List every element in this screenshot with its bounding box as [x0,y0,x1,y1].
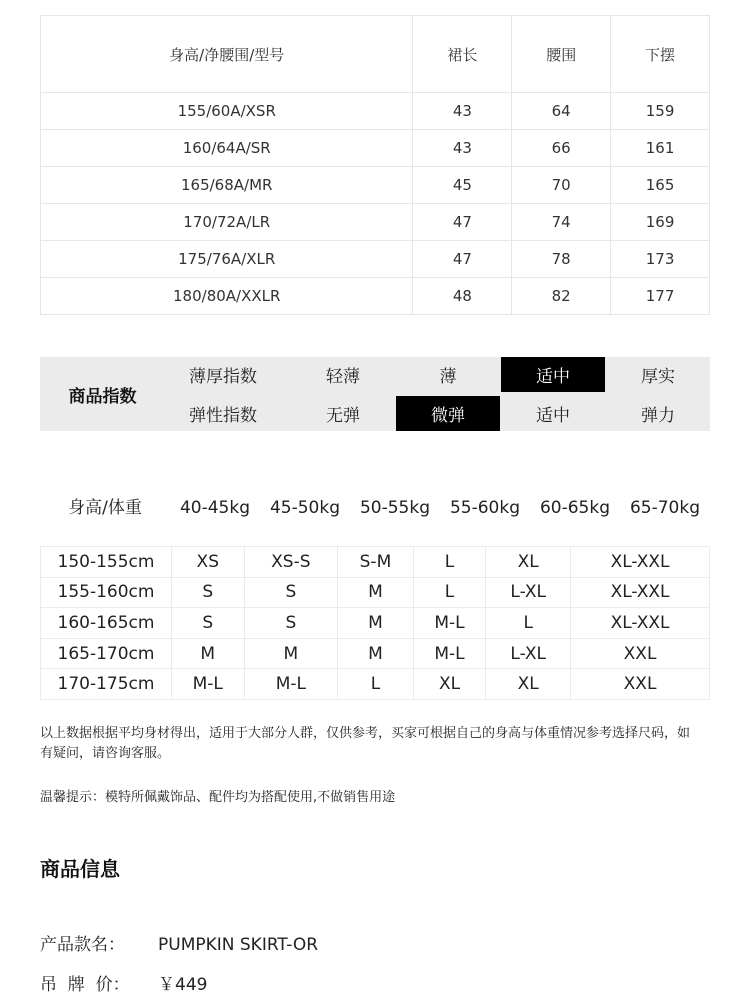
size-cell-spec: 180/80A/XXLR [41,278,413,315]
rec-cell: XL-XXL [571,577,710,608]
rec-cell: M [172,638,245,669]
table-row [41,93,710,130]
accessory-tip: 温馨提示：模特所佩戴饰品、配件均为搭配使用,不做销售用途 [40,790,396,805]
table-row [41,278,710,315]
rec-cell: S-M [338,547,414,578]
size-cell-waist: 70 [512,167,611,204]
size-cell-hem: 161 [611,130,710,167]
rec-header-cell: 65-70kg [629,498,701,518]
product-index-title: 商品指数 [68,386,137,407]
table-row [41,638,710,669]
size-cell-length: 43 [413,130,512,167]
size-cell-length: 48 [413,278,512,315]
recommendation-header [40,490,710,526]
rec-cell: 155-160cm [41,577,172,608]
rec-header-cell: 身高/体重 [68,498,142,518]
elasticity-option: 弹力 [641,406,675,426]
size-cell-hem: 165 [611,167,710,204]
table-row [41,608,710,639]
table-row [41,577,710,608]
size-table-header [41,16,710,93]
size-cell-waist: 74 [512,204,611,241]
size-cell-spec: 160/64A/SR [41,130,413,167]
size-header-length: 裙长 [413,16,512,93]
table-row [41,130,710,167]
elasticity-option: 适中 [536,406,570,426]
rec-cell: XL [486,547,571,578]
elasticity-option: 微弹 [396,396,500,431]
size-cell-spec: 175/76A/XLR [41,241,413,278]
size-header-waist: 腰围 [512,16,611,93]
rec-cell: XXL [571,638,710,669]
rec-cell: L [338,669,414,700]
product-index [40,357,710,431]
size-cell-spec: 155/60A/XSR [41,93,413,130]
table-row [41,669,710,700]
thickness-option: 厚实 [641,367,675,387]
rec-cell: XL [413,669,486,700]
size-cell-waist: 78 [512,241,611,278]
rec-cell: 170-175cm [41,669,172,700]
size-cell-length: 47 [413,204,512,241]
size-cell-hem: 169 [611,204,710,241]
rec-cell: M [338,577,414,608]
rec-cell: M-L [244,669,338,700]
size-cell-length: 47 [413,241,512,278]
rec-cell: L [413,547,486,578]
rec-cell: S [172,608,245,639]
recommendation-table [40,546,710,700]
thickness-option: 适中 [501,357,605,392]
rec-cell: 150-155cm [41,547,172,578]
elasticity-index-label: 弹性指数 [189,406,257,426]
rec-cell: M [244,638,338,669]
tag-price-label: 吊 牌 价： [40,975,130,995]
rec-cell: XL-XXL [571,608,710,639]
rec-cell: M [338,638,414,669]
table-row [41,547,710,578]
tag-price-row [40,970,207,995]
rec-cell: L-XL [486,577,571,608]
size-cell-waist: 64 [512,93,611,130]
size-cell-length: 43 [413,93,512,130]
rec-cell: XL-XXL [571,547,710,578]
product-name-row [40,930,318,955]
size-header-hem: 下摆 [611,16,710,93]
size-disclaimer: 以上数据根据平均身材得出，适用于大部分人群，仅供参考，买家可根据自己的身高与体重情况参考选择尺码，如有疑问，请咨询客服。 [40,726,691,761]
thickness-option: 薄 [439,367,457,387]
tag-price-value: ￥449 [158,975,208,995]
rec-cell: L-XL [486,638,571,669]
thickness-index-label: 薄厚指数 [189,367,257,387]
rec-cell: 160-165cm [41,608,172,639]
table-row [41,167,710,204]
size-cell-spec: 170/72A/LR [41,204,413,241]
size-table [40,15,710,315]
product-info-title: 商品信息 [40,857,120,881]
rec-cell: S [244,608,338,639]
table-row [41,241,710,278]
rec-header-cell: 60-65kg [539,498,611,518]
elasticity-option: 无弹 [326,406,360,426]
rec-cell: XXL [571,669,710,700]
rec-cell: XS-S [244,547,338,578]
rec-cell: M [338,608,414,639]
rec-cell: M-L [172,669,245,700]
rec-header-cell: 40-45kg [179,498,251,518]
rec-cell: L [413,577,486,608]
rec-cell: S [244,577,338,608]
product-name-label: 产品款名： [40,935,125,955]
size-cell-waist: 82 [512,278,611,315]
thickness-option: 轻薄 [326,367,360,387]
rec-header-cell: 55-60kg [449,498,521,518]
table-row [41,204,710,241]
size-cell-hem: 177 [611,278,710,315]
size-cell-hem: 173 [611,241,710,278]
rec-cell: 165-170cm [41,638,172,669]
rec-cell: M-L [413,608,486,639]
rec-header-cell: 45-50kg [269,498,341,518]
rec-cell: L [486,608,571,639]
size-cell-length: 45 [413,167,512,204]
size-cell-spec: 165/68A/MR [41,167,413,204]
rec-cell: S [172,577,245,608]
product-name-value: PUMPKIN SKIRT-OR [158,935,319,955]
size-header-spec: 身高/净腰围/型号 [41,16,413,93]
size-cell-hem: 159 [611,93,710,130]
rec-cell: XS [172,547,245,578]
size-cell-waist: 66 [512,130,611,167]
rec-cell: M-L [413,638,486,669]
rec-header-cell: 50-55kg [359,498,431,518]
rec-cell: XL [486,669,571,700]
